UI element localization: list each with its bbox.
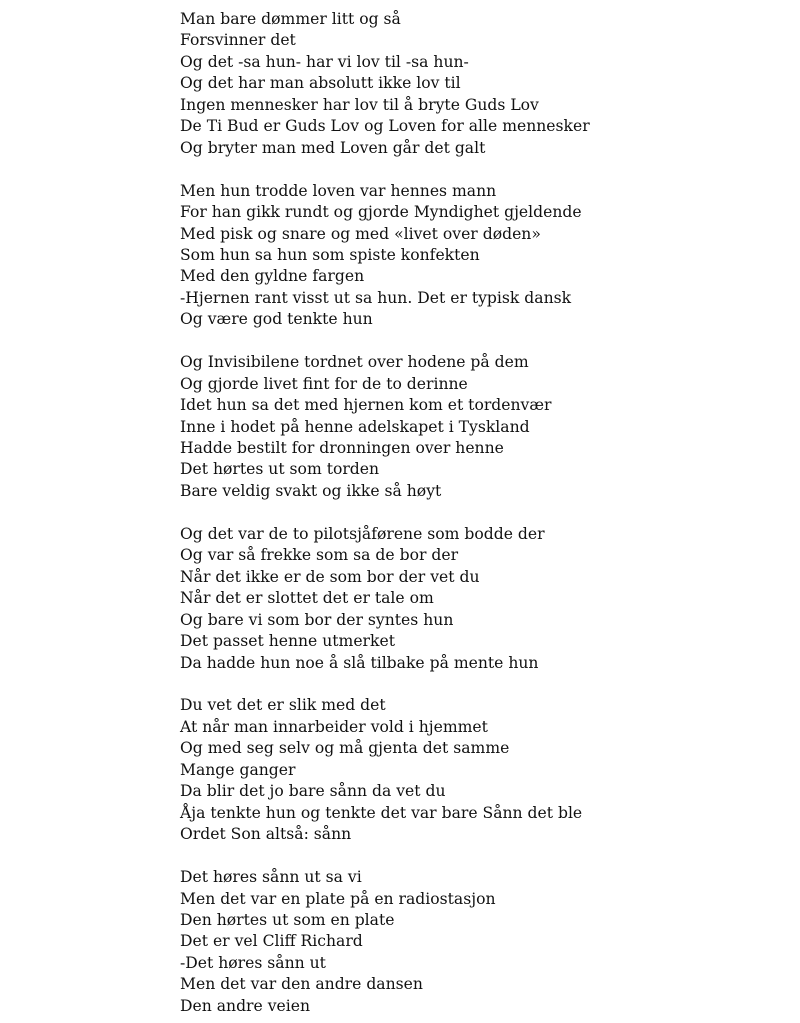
text-line: Idet hun sa det med hjernen kom et tordenvær <box>180 396 552 415</box>
text-line: Da hadde hun noe å slå tilbake på mente hun <box>180 653 539 672</box>
text-line: Men hun trodde loven var hennes mann <box>180 181 497 200</box>
stanza-2 <box>180 181 780 331</box>
text-line: Med pisk og snare og med «livet over døden» <box>180 224 541 243</box>
stanza-4 <box>180 524 780 674</box>
text-line: Og det var de to pilotsjåførene som bodde der <box>180 524 545 543</box>
text-line: Og var så frekke som sa de bor der <box>180 546 459 565</box>
text-line: -Hjernen rant visst ut sa hun. Det er typisk dansk <box>180 288 572 307</box>
text-line: Bare veldig svakt og ikke så høyt <box>180 481 442 500</box>
text-line: Ordet Son altså: sånn <box>180 825 352 844</box>
text-line: Forsvinner det <box>180 31 296 50</box>
text-line: Med den gyldne fargen <box>180 267 365 286</box>
text-line: Du vet det er slik med det <box>180 696 386 715</box>
text-line: At når man innarbeider vold i hjemmet <box>180 717 488 736</box>
text-line: Og det -sa hun- har vi lov til -sa hun- <box>180 52 469 71</box>
stanza-3 <box>180 352 780 502</box>
text-line: Det hørtes ut som torden <box>180 460 380 479</box>
text-line: Og være god tenkte hun <box>180 310 373 329</box>
text-line: -Det høres sånn ut <box>180 953 326 972</box>
stanza-5 <box>180 695 780 845</box>
text-line: Åja tenkte hun og tenkte det var bare Sånn det ble <box>180 803 583 822</box>
text-line: Og bare vi som bor der syntes hun <box>180 610 454 629</box>
text-line: Og det har man absolutt ikke lov til <box>180 74 461 93</box>
text-line: Men det var den andre dansen <box>180 975 423 994</box>
text-line: Ingen mennesker har lov til å bryte Guds Lov <box>180 95 539 114</box>
text-line: Som hun sa hun som spiste konfekten <box>180 245 480 264</box>
stanza-1 <box>180 9 780 159</box>
text-line: Da blir det jo bare sånn da vet du <box>180 782 446 801</box>
document-page <box>180 9 780 1017</box>
text-line: De Ti Bud er Guds Lov og Loven for alle mennesker <box>180 117 590 136</box>
text-line: Og med seg selv og må gjenta det samme <box>180 739 510 758</box>
text-line: Inne i hodet på henne adelskapet i Tyskland <box>180 417 530 436</box>
text-line: Når det ikke er de som bor der vet du <box>180 567 480 586</box>
text-line: Når det er slottet det er tale om <box>180 589 434 608</box>
text-line: Og Invisibilene tordnet over hodene på dem <box>180 353 529 372</box>
stanza-6 <box>180 867 780 1017</box>
text-line: For han gikk rundt og gjorde Myndighet gjeldende <box>180 203 582 222</box>
text-line: Og gjorde livet fint for de to derinne <box>180 374 468 393</box>
text-line: Men det var en plate på en radiostasjon <box>180 889 496 908</box>
text-line: Mange ganger <box>180 760 296 779</box>
text-line: Den hørtes ut som en plate <box>180 910 395 929</box>
text-line: Det er vel Cliff Richard <box>180 932 363 951</box>
text-line: Hadde bestilt for dronningen over henne <box>180 439 504 458</box>
text-line: Man bare dømmer litt og så <box>180 10 401 28</box>
text-line: Det passet henne utmerket <box>180 632 395 651</box>
text-line: Og bryter man med Loven går det galt <box>180 138 486 157</box>
text-line: Det høres sånn ut sa vi <box>180 868 362 887</box>
text-line: Den andre veien <box>180 996 310 1015</box>
